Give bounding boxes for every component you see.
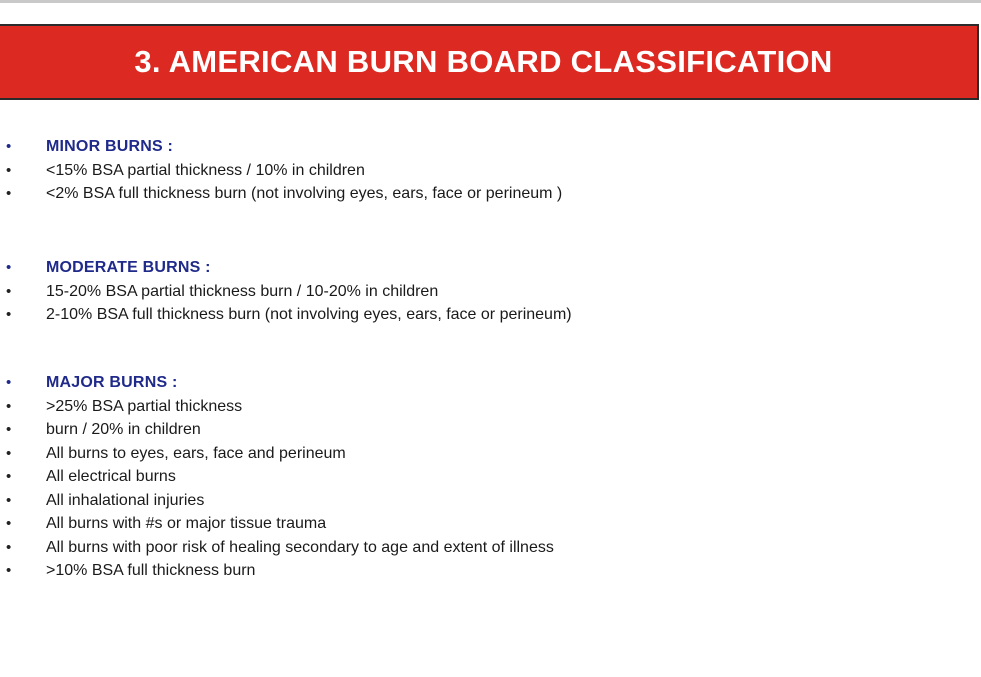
top-divider bbox=[0, 0, 981, 3]
list-item bbox=[0, 442, 981, 466]
bullet-icon: • bbox=[6, 491, 12, 509]
bullet-icon: • bbox=[6, 374, 12, 391]
list-item bbox=[0, 303, 981, 327]
bullet-icon: • bbox=[6, 562, 12, 579]
section-heading-row bbox=[0, 371, 981, 395]
list-item bbox=[0, 280, 981, 304]
list-item bbox=[0, 536, 981, 560]
list-item-text: >25% BSA partial thickness bbox=[46, 397, 243, 415]
section-heading: MODERATE BURNS : bbox=[46, 259, 211, 276]
bullet-icon: • bbox=[6, 468, 12, 485]
bullet-icon: • bbox=[6, 138, 12, 155]
section-moderate-burns bbox=[0, 256, 981, 327]
bullet-icon: • bbox=[6, 538, 12, 556]
list-item-text: 15-20% BSA partial thickness burn / 10-20% in children bbox=[46, 282, 439, 300]
bullet-icon: • bbox=[6, 282, 12, 300]
section-heading-row bbox=[0, 135, 981, 159]
list-item-text: <2% BSA full thickness burn (not involving eyes, ears, face or perineum ) bbox=[46, 185, 563, 202]
list-item bbox=[0, 418, 981, 442]
bullet-icon: • bbox=[6, 421, 12, 438]
list-item-text: All inhalational injuries bbox=[46, 491, 205, 509]
bullet-icon: • bbox=[6, 515, 12, 532]
bullet-icon: • bbox=[6, 259, 12, 276]
list-item-text: All burns with poor risk of healing secondary to age and extent of illness bbox=[46, 538, 554, 556]
section-major-burns bbox=[0, 371, 981, 583]
bullet-icon: • bbox=[6, 397, 12, 415]
list-item-text: All electrical burns bbox=[46, 468, 176, 485]
section-minor-burns bbox=[0, 135, 981, 206]
bullet-icon: • bbox=[6, 306, 12, 323]
list-item bbox=[0, 182, 981, 206]
list-item-text: burn / 20% in children bbox=[46, 421, 201, 438]
list-item bbox=[0, 159, 981, 183]
section-heading: MINOR BURNS : bbox=[46, 138, 174, 155]
list-item-text: 2-10% BSA full thickness burn (not involving eyes, ears, face or perineum) bbox=[46, 306, 572, 323]
list-item-text: All burns to eyes, ears, face and perineum bbox=[46, 444, 346, 462]
page-title: 3. AMERICAN BURN BOARD CLASSIFICATION bbox=[134, 44, 833, 79]
list-item bbox=[0, 465, 981, 489]
list-item-text: >10% BSA full thickness burn bbox=[46, 562, 256, 579]
list-item-text: All burns with #s or major tissue trauma bbox=[46, 515, 327, 532]
list-item-text: <15% BSA partial thickness / 10% in children bbox=[46, 161, 365, 179]
section-heading: MAJOR BURNS : bbox=[46, 374, 178, 391]
list-item bbox=[0, 512, 981, 536]
list-item bbox=[0, 489, 981, 513]
title-banner bbox=[0, 24, 979, 100]
list-item bbox=[0, 395, 981, 419]
bullet-icon: • bbox=[6, 185, 12, 202]
section-heading-row bbox=[0, 256, 981, 280]
bullet-icon: • bbox=[6, 444, 12, 462]
bullet-icon: • bbox=[6, 161, 12, 179]
list-item bbox=[0, 559, 981, 583]
